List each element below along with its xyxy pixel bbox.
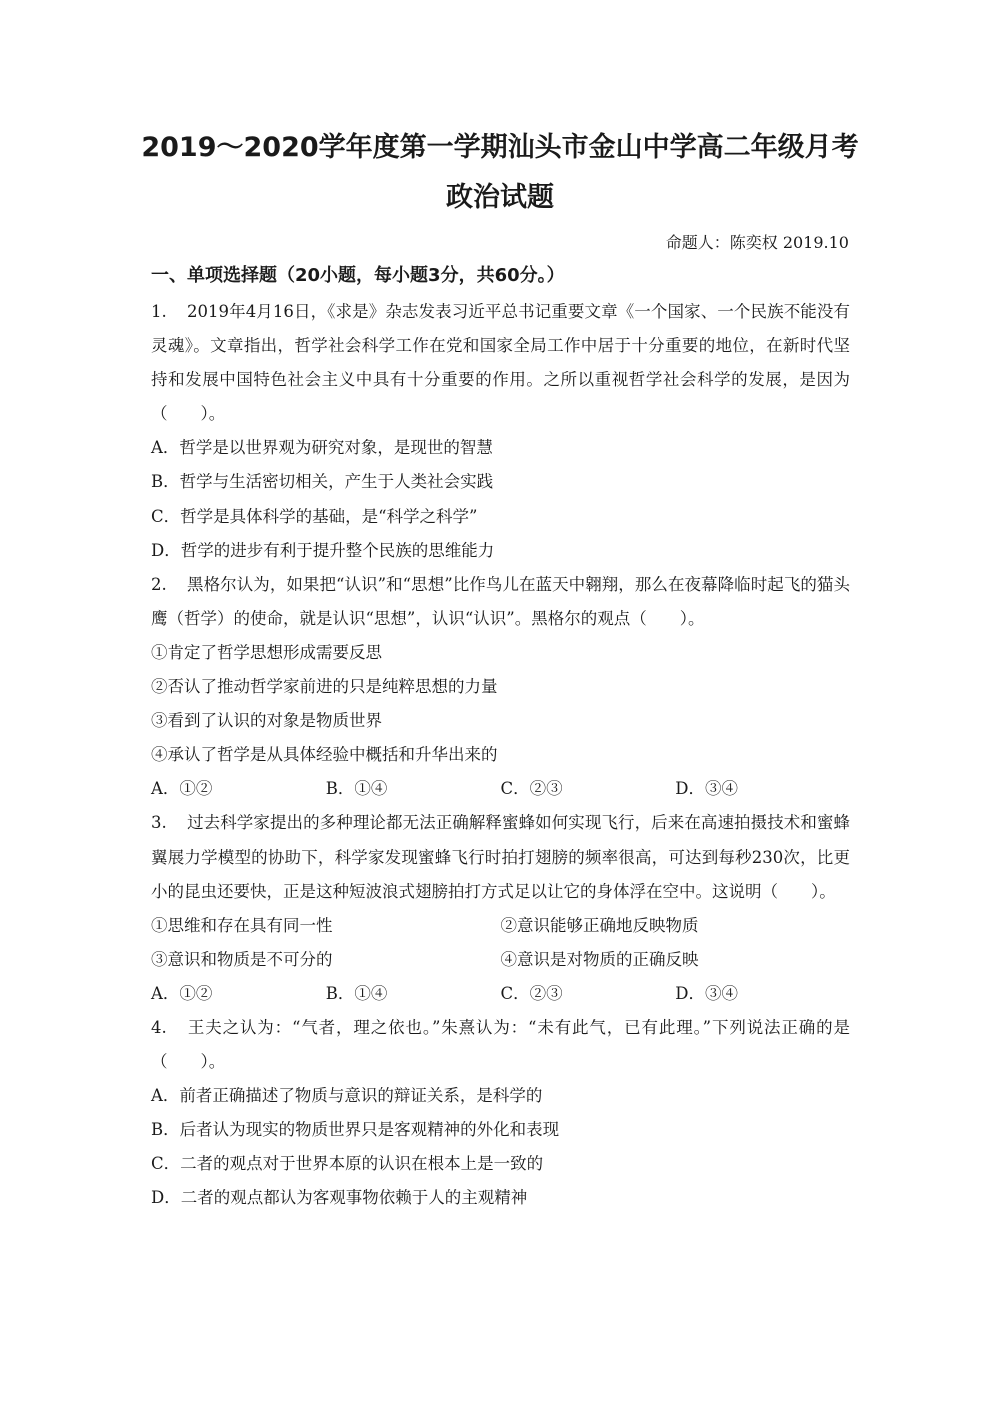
option-b: B．①④ [325,779,388,799]
statement-4: ④意识是对物质的正确反映 [500,949,699,969]
statements-row-2 [151,943,850,977]
question-3 [151,806,850,1011]
question-stem [151,1011,850,1079]
option-d: D．③④ [675,983,738,1003]
question-4 [151,1011,850,1216]
question-stem [151,568,850,636]
question-2 [151,568,850,807]
question-number: 3. [151,813,167,833]
question-stem [151,295,850,431]
option-d: D．哲学的进步有利于提升整个民族的思维能力 [151,540,495,560]
option-b: B．哲学与生活密切相关，产生于人类社会实践 [151,472,494,492]
option-a: A．前者正确描述了物质与意识的辩证关系，是科学的 [151,1086,543,1106]
statement-3: ③意识和物质是不可分的 [151,949,333,969]
statement-4: ④承认了哲学是从具体经验中概括和升华出来的 [151,745,498,765]
section-heading: 一、单项选择题（20小题，每小题3分，共60分。） [151,265,565,286]
statements-row-1 [151,909,850,943]
author-line: 命题人：陈奕权 2019.10 [665,233,849,252]
question-text: 过去科学家提出的多种理论都无法正确解释蜜蜂如何实现飞行，后来在高速拍摄技术和蜜蜂翼展力学模型的协助下，科学家发现蜜蜂飞行时拍打翅膀的频率很高，可达到每秒230次，比更小的昆虫还要快，正是这种短波浪式翅膀拍打方式足以让它的身体浮在空中。这说明（ ）。 [151,813,850,901]
options-row [151,977,850,1011]
statement-1: ①思维和存在具有同一性 [151,915,333,935]
option-a: A．①② [151,983,213,1003]
option-d: D．二者的观点都认为客观事物依赖于人的主观精神 [151,1188,528,1208]
question-number: 1. [151,302,167,321]
statement-2: ②意识能够正确地反映物质 [500,915,699,935]
option-b: B．①④ [325,983,388,1003]
option-a: A．①② [151,779,213,799]
question-list [151,295,850,1216]
question-stem [151,806,850,908]
option-c: C．②③ [500,779,563,799]
question-text: 2019年4月16日，《求是》杂志发表习近平总书记重要文章《一个国家、一个民族不能没有灵魂》。文章指出，哲学社会科学工作在党和国家全局工作中居于十分重要的地位，在新时代坚持和发展中国特色社会主义中具有十分重要的作用。之所以重视哲学社会科学的发展，是因为（ ）。 [151,302,850,424]
question-text: 王夫之认为：“气者，理之依也。”朱熹认为：“未有此气，已有此理。”下列说法正确的是（ ）。 [151,1017,850,1072]
question-text: 黑格尔认为，如果把“认识”和“思想”比作鸟儿在蓝天中翱翔，那么在夜幕降临时起飞的猫头鹰（哲学）的使命，就是认识“思想”，认识“认识”。黑格尔的观点（ ）。 [151,574,850,628]
option-c: C．哲学是具体科学的基础，是“科学之科学” [151,506,478,526]
exam-title: 2019～2020学年度第一学期汕头市金山中学高二年级月考 [141,132,859,163]
option-c: C．②③ [500,983,563,1003]
statement-2: ②否认了推动哲学家前进的只是纯粹思想的力量 [151,677,498,697]
option-a: A．哲学是以世界观为研究对象，是现世的智慧 [151,438,493,458]
question-1 [151,295,850,568]
statement-1: ①肯定了哲学思想形成需要反思 [151,642,382,662]
options-row [151,772,850,806]
option-b: B．后者认为现实的物质世界只是客观精神的外化和表现 [151,1120,560,1140]
statement-3: ③看到了认识的对象是物质世界 [151,711,382,731]
question-number: 4. [151,1017,167,1037]
exam-subtitle: 政治试题 [446,182,554,213]
question-number: 2. [151,574,167,594]
option-d: D．③④ [675,779,738,799]
option-c: C．二者的观点对于世界本原的认识在根本上是一致的 [151,1154,544,1174]
